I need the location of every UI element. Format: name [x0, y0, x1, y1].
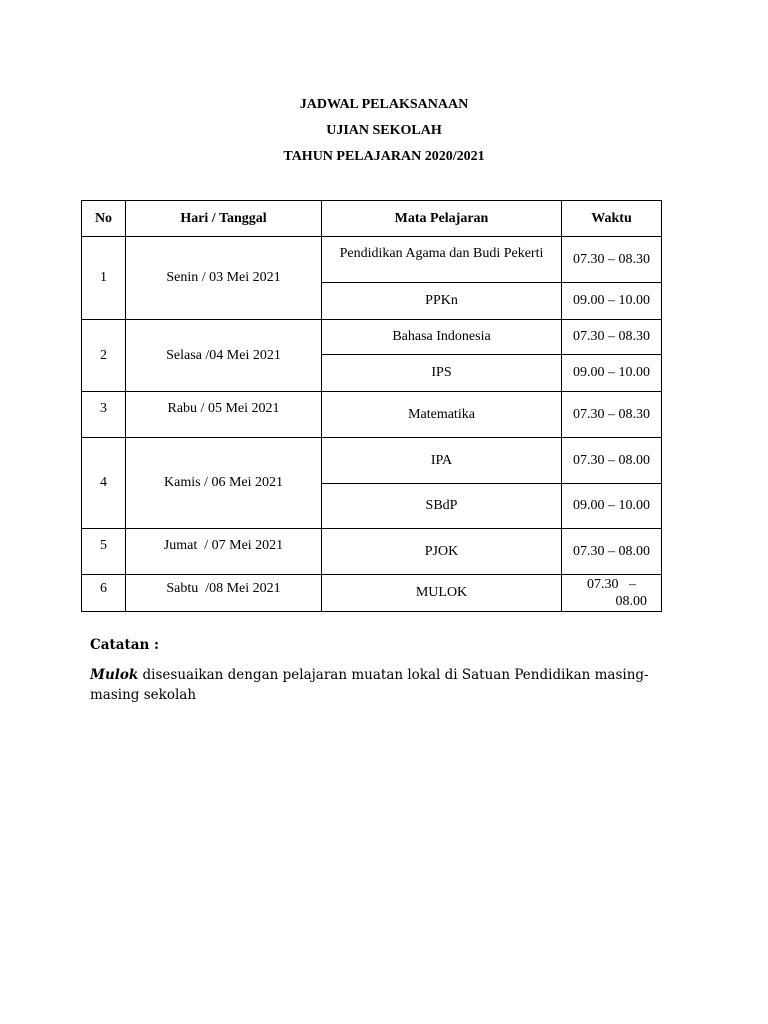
- title-line-3: TAHUN PELAJARAN 2020/2021: [283, 149, 485, 164]
- cell-time: 07.30 – 08.00: [562, 529, 662, 575]
- header-subject: Mata Pelajaran: [322, 201, 562, 237]
- cell-time: 07.30 – 08.00: [562, 438, 662, 484]
- title-line-2: UJIAN SEKOLAH: [326, 123, 442, 138]
- cell-subject: Matematika: [322, 392, 562, 438]
- notes-title: Catatan :: [90, 637, 159, 653]
- cell-day-date: [126, 575, 322, 612]
- header-time: Waktu: [562, 201, 662, 237]
- notes-emphasis: Mulok: [90, 667, 139, 683]
- table-row: [82, 529, 662, 575]
- cell-time: 07.30 – 08.30: [562, 392, 662, 438]
- cell-day-date: [126, 392, 322, 438]
- header-no: No: [82, 201, 126, 237]
- cell-no: 4: [82, 438, 126, 529]
- cell-subject: PJOK: [322, 529, 562, 575]
- time-split: [566, 576, 657, 610]
- cell-no: [82, 392, 126, 438]
- cell-no: 1: [82, 237, 126, 320]
- no-text: 6: [100, 581, 107, 596]
- cell-time: 09.00 – 10.00: [562, 355, 662, 392]
- day-date-text: Jumat / 07 Mei 2021: [163, 537, 284, 553]
- cell-no: [82, 575, 126, 612]
- cell-day-date: Selasa /04 Mei 2021: [126, 320, 322, 392]
- cell-time: 07.30 – 08.30: [562, 320, 662, 355]
- header-day-date: Hari / Tanggal: [126, 201, 322, 237]
- notes-section: [90, 634, 690, 705]
- cell-day-date: Kamis / 06 Mei 2021: [126, 438, 322, 529]
- notes-body: [90, 665, 690, 705]
- table-row: [82, 575, 662, 612]
- day-date-text: Rabu / 05 Mei 2021: [167, 400, 280, 416]
- notes-text: disesuaikan dengan pelajaran muatan lokal di Satuan Pendidikan masing-masing sekolah: [90, 667, 649, 703]
- title-line-1: JADWAL PELAKSANAAN: [299, 97, 469, 112]
- exam-schedule-table: [81, 200, 662, 612]
- cell-subject: IPS: [322, 355, 562, 392]
- no-text: 3: [100, 400, 107, 416]
- cell-time: 09.00 – 10.00: [562, 484, 662, 529]
- time-start: 07.30 –: [587, 577, 636, 592]
- cell-no: 2: [82, 320, 126, 392]
- time-end: 08.00: [615, 594, 647, 609]
- cell-subject: SBdP: [322, 484, 562, 529]
- document-title: [0, 92, 768, 170]
- no-text: 5: [100, 537, 107, 553]
- table-row: [82, 438, 662, 484]
- cell-subject: Bahasa Indonesia: [322, 320, 562, 355]
- cell-time: 07.30 – 08.30: [562, 237, 662, 283]
- table-row: [82, 392, 662, 438]
- table-row: [82, 320, 662, 355]
- cell-subject: [322, 237, 562, 283]
- day-date-text: Sabtu /08 Mei 2021: [166, 581, 281, 596]
- cell-time: [562, 575, 662, 612]
- subject-text: Pendidikan Agama dan Budi Pekerti: [339, 245, 544, 261]
- cell-day-date: Senin / 03 Mei 2021: [126, 237, 322, 320]
- cell-subject: IPA: [322, 438, 562, 484]
- cell-subject: MULOK: [322, 575, 562, 612]
- cell-day-date: [126, 529, 322, 575]
- cell-time: 09.00 – 10.00: [562, 283, 662, 320]
- table-row: [82, 237, 662, 283]
- cell-no: [82, 529, 126, 575]
- cell-subject: PPKn: [322, 283, 562, 320]
- table-header-row: [82, 201, 662, 237]
